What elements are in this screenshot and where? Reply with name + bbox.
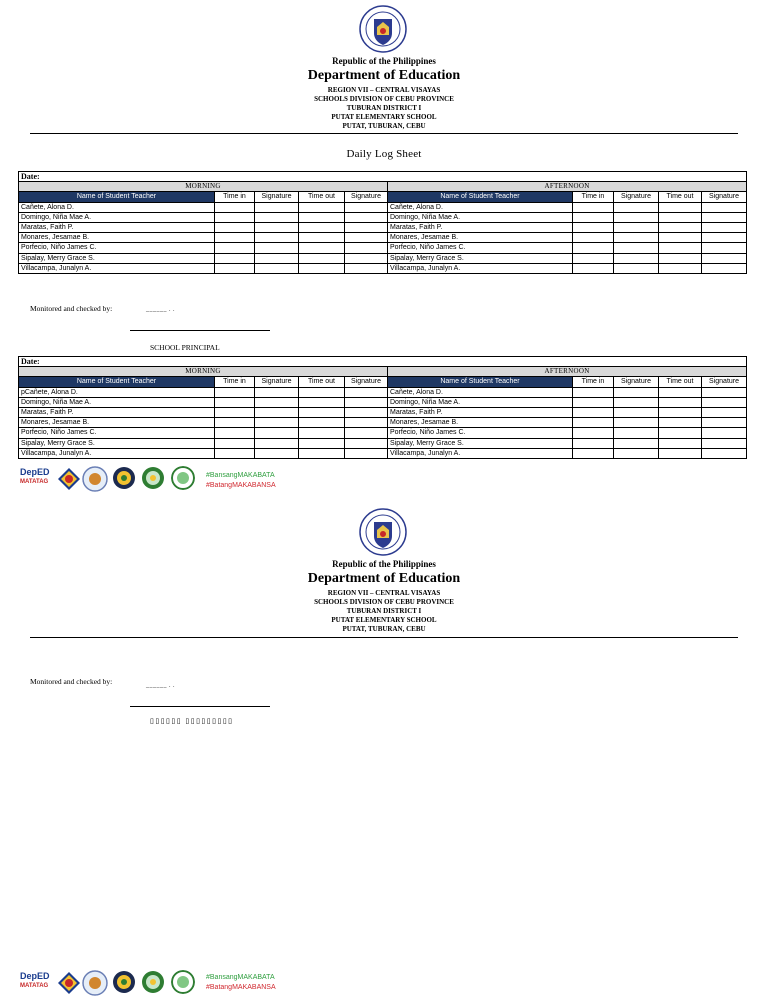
- signature-cell[interactable]: [614, 253, 659, 263]
- signature-cell[interactable]: [345, 263, 388, 273]
- signature-cell[interactable]: [345, 202, 388, 212]
- address-label: PUTAT, TUBURAN, CEBU: [342, 122, 426, 130]
- time-out-cell[interactable]: [659, 243, 702, 253]
- date-field[interactable]: Date:: [19, 172, 747, 182]
- division-label: SCHOOLS DIVISION OF CEBU PROVINCE: [314, 598, 454, 606]
- time-in-cell[interactable]: [573, 212, 614, 222]
- monitored-label: Monitored and checked by:: [30, 304, 113, 313]
- signature-cell[interactable]: [702, 263, 747, 273]
- time-in-cell[interactable]: [215, 263, 255, 273]
- time-in-cell[interactable]: [573, 202, 614, 212]
- time-out-cell[interactable]: [299, 212, 345, 222]
- school-seal-icon: [171, 466, 195, 490]
- time-out-cell[interactable]: [299, 222, 345, 232]
- department-title: Department of Education: [307, 68, 461, 83]
- time-out-cell[interactable]: [659, 212, 702, 222]
- table-row: [19, 222, 747, 232]
- signature-cell[interactable]: [345, 438, 388, 448]
- monitored-label: Monitored and checked by:: [30, 677, 113, 686]
- footer-logos: [20, 970, 290, 1000]
- col-timeout-header: Time out: [299, 377, 345, 387]
- time-in-cell[interactable]: [573, 233, 614, 243]
- student-name: Villacampa, Junalyn A.: [388, 263, 573, 273]
- student-name: Villacampa, Junalyn A.: [388, 448, 573, 458]
- page-title: Daily Log Sheet: [346, 148, 422, 160]
- student-name: Monares, Jesamae B.: [19, 418, 215, 428]
- col-signature-header: Signature: [702, 192, 747, 202]
- student-name: Domingo, Niña Mae A.: [19, 397, 215, 407]
- time-in-cell[interactable]: [573, 253, 614, 263]
- table-row: [19, 243, 747, 253]
- signature-cell[interactable]: [255, 212, 299, 222]
- table-row: [19, 448, 747, 458]
- time-in-cell[interactable]: [215, 418, 255, 428]
- deped-seal-icon: [359, 508, 407, 556]
- signature-cell[interactable]: [345, 418, 388, 428]
- time-out-cell[interactable]: [299, 243, 345, 253]
- signature-cell[interactable]: [255, 448, 299, 458]
- signatory-placeholder: ______ . .: [146, 683, 175, 689]
- time-out-cell[interactable]: [299, 438, 345, 448]
- col-timein-header: Time in: [215, 377, 255, 387]
- table-row: [19, 428, 747, 438]
- time-out-cell[interactable]: [299, 263, 345, 273]
- hashtag-makabata: #BansangMAKABATA: [206, 472, 275, 479]
- time-out-cell[interactable]: [659, 448, 702, 458]
- student-name: Maratas, Faith P.: [19, 407, 215, 417]
- signature-cell[interactable]: [255, 253, 299, 263]
- district-seal-icon: [141, 970, 165, 994]
- signature-cell[interactable]: [255, 202, 299, 212]
- signature-cell[interactable]: [345, 428, 388, 438]
- time-in-cell[interactable]: [573, 243, 614, 253]
- signature-cell[interactable]: [614, 407, 659, 417]
- signature-cell[interactable]: [345, 233, 388, 243]
- signatory-placeholder: ______ . .: [146, 307, 175, 313]
- signature-cell[interactable]: [702, 407, 747, 417]
- signature-cell[interactable]: [614, 418, 659, 428]
- time-in-cell[interactable]: [215, 202, 255, 212]
- time-out-cell[interactable]: [299, 418, 345, 428]
- table-row: [19, 407, 747, 417]
- region-seal-icon: [82, 970, 108, 996]
- time-out-cell[interactable]: [299, 387, 345, 397]
- signature-cell[interactable]: [702, 428, 747, 438]
- log-table-2: [18, 356, 747, 459]
- time-in-cell[interactable]: [573, 263, 614, 273]
- signature-cell[interactable]: [614, 448, 659, 458]
- afternoon-header: AFTERNOON: [388, 367, 747, 377]
- signature-line: [130, 330, 270, 331]
- hashtag-makabata: #BansangMAKABATA: [206, 974, 275, 981]
- signature-cell[interactable]: [702, 233, 747, 243]
- signature-cell[interactable]: [702, 418, 747, 428]
- time-out-cell[interactable]: [659, 263, 702, 273]
- student-name: pCañete, Alona D.: [19, 387, 215, 397]
- time-in-cell[interactable]: [215, 222, 255, 232]
- signature-cell[interactable]: [702, 387, 747, 397]
- signature-cell[interactable]: [702, 397, 747, 407]
- time-in-cell[interactable]: [215, 212, 255, 222]
- time-out-cell[interactable]: [659, 233, 702, 243]
- signature-cell[interactable]: [702, 448, 747, 458]
- student-name: Monares, Jesamae B.: [19, 233, 215, 243]
- time-in-cell[interactable]: [573, 438, 614, 448]
- col-signature-header: Signature: [614, 192, 659, 202]
- student-name: Monares, Jesamae B.: [388, 233, 573, 243]
- log-table-1: [18, 171, 747, 274]
- signature-line: [130, 706, 270, 707]
- student-name: Porfecio, Niño James C.: [388, 243, 573, 253]
- col-name-header: Name of Student Teacher: [388, 377, 573, 387]
- time-out-cell[interactable]: [659, 222, 702, 232]
- department-title: Department of Education: [307, 571, 461, 586]
- student-name: Porfecio, Niño James C.: [388, 428, 573, 438]
- afternoon-header: AFTERNOON: [388, 182, 747, 192]
- student-name: Sipalay, Merry Grace S.: [19, 253, 215, 263]
- principal-label: SCHOOL PRINCIPAL: [150, 343, 220, 352]
- signature-cell[interactable]: [702, 438, 747, 448]
- col-timeout-header: Time out: [659, 192, 702, 202]
- signature-cell[interactable]: [345, 407, 388, 417]
- table-row: [19, 438, 747, 448]
- signature-cell[interactable]: [345, 222, 388, 232]
- table-row: [19, 397, 747, 407]
- col-signature-header: Signature: [255, 192, 299, 202]
- student-name: Cañete, Alona D.: [19, 202, 215, 212]
- bagong-pilipinas-icon: [56, 970, 82, 996]
- table-row: [19, 263, 747, 273]
- signature-cell[interactable]: [345, 397, 388, 407]
- time-in-cell[interactable]: [215, 438, 255, 448]
- col-name-header: Name of Student Teacher: [19, 377, 215, 387]
- school-label: PUTAT ELEMENTARY SCHOOL: [331, 113, 437, 121]
- student-name: Cañete, Alona D.: [388, 202, 573, 212]
- signature-cell[interactable]: [614, 222, 659, 232]
- school-label: PUTAT ELEMENTARY SCHOOL: [331, 616, 437, 624]
- student-name: Sipalay, Merry Grace S.: [19, 438, 215, 448]
- signature-cell[interactable]: [702, 212, 747, 222]
- division-seal-icon: [112, 466, 136, 490]
- time-in-cell[interactable]: [573, 397, 614, 407]
- student-name: Porfecio, Niño James C.: [19, 428, 215, 438]
- date-field[interactable]: Date:: [19, 357, 747, 367]
- district-seal-icon: [141, 466, 165, 490]
- student-name: Villacampa, Junalyn A.: [19, 448, 215, 458]
- region-seal-icon: [82, 466, 108, 492]
- time-in-cell[interactable]: [573, 418, 614, 428]
- division-seal-icon: [112, 970, 136, 994]
- time-in-cell[interactable]: [215, 233, 255, 243]
- division-label: SCHOOLS DIVISION OF CEBU PROVINCE: [314, 95, 454, 103]
- time-in-cell[interactable]: [215, 448, 255, 458]
- student-name: Cañete, Alona D.: [388, 387, 573, 397]
- time-out-cell[interactable]: [299, 397, 345, 407]
- signature-cell[interactable]: [614, 397, 659, 407]
- table-row: [19, 212, 747, 222]
- address-label: PUTAT, TUBURAN, CEBU: [342, 625, 426, 633]
- signature-cell[interactable]: [345, 243, 388, 253]
- signature-cell[interactable]: [614, 387, 659, 397]
- signature-cell[interactable]: [255, 243, 299, 253]
- time-out-cell[interactable]: [299, 448, 345, 458]
- time-in-cell[interactable]: [573, 448, 614, 458]
- student-name: Domingo, Niña Mae A.: [19, 212, 215, 222]
- signature-cell[interactable]: [345, 448, 388, 458]
- student-name: Domingo, Niña Mae A.: [388, 212, 573, 222]
- col-signature-header: Signature: [345, 377, 388, 387]
- signature-cell[interactable]: [255, 407, 299, 417]
- hashtag-makabansa: #BatangMAKABANSA: [206, 482, 276, 489]
- student-name: Monares, Jesamae B.: [388, 418, 573, 428]
- morning-header: MORNING: [19, 182, 388, 192]
- signature-cell[interactable]: [255, 438, 299, 448]
- time-in-cell[interactable]: [215, 428, 255, 438]
- table-row: [19, 387, 747, 397]
- signature-cell[interactable]: [255, 428, 299, 438]
- student-name: Villacampa, Junalyn A.: [19, 263, 215, 273]
- bagong-pilipinas-icon: [56, 466, 82, 492]
- signature-cell[interactable]: [614, 428, 659, 438]
- signature-cell[interactable]: [255, 418, 299, 428]
- student-name: Maratas, Faith P.: [388, 222, 573, 232]
- time-in-cell[interactable]: [573, 387, 614, 397]
- time-out-cell[interactable]: [299, 407, 345, 417]
- region-label: REGION VII – CENTRAL VISAYAS: [327, 589, 441, 597]
- deped-matatag-logo: DepED MATATAG: [20, 970, 54, 994]
- header-divider: [30, 637, 738, 638]
- time-out-cell[interactable]: [659, 438, 702, 448]
- student-name: Maratas, Faith P.: [19, 222, 215, 232]
- signature-cell[interactable]: [255, 397, 299, 407]
- signature-cell[interactable]: [345, 387, 388, 397]
- col-timeout-header: Time out: [299, 192, 345, 202]
- republic-label: Republic of the Philippines: [332, 559, 436, 569]
- signature-cell[interactable]: [255, 387, 299, 397]
- time-out-cell[interactable]: [659, 418, 702, 428]
- student-name: Maratas, Faith P.: [388, 407, 573, 417]
- school-seal-icon: [171, 970, 195, 994]
- col-timein-header: Time in: [573, 192, 614, 202]
- signature-cell[interactable]: [614, 243, 659, 253]
- time-out-cell[interactable]: [299, 428, 345, 438]
- district-label: TUBURAN DISTRICT I: [346, 607, 422, 615]
- signature-cell[interactable]: [614, 263, 659, 273]
- col-timein-header: Time in: [215, 192, 255, 202]
- footer-logos: [20, 466, 290, 496]
- time-out-cell[interactable]: [659, 428, 702, 438]
- time-in-cell[interactable]: [573, 222, 614, 232]
- col-name-header: Name of Student Teacher: [19, 192, 215, 202]
- time-in-cell[interactable]: [215, 397, 255, 407]
- time-out-cell[interactable]: [299, 233, 345, 243]
- signature-cell[interactable]: [345, 212, 388, 222]
- time-out-cell[interactable]: [299, 253, 345, 263]
- morning-header: MORNING: [19, 367, 388, 377]
- principal-label-garbled: ▯▯▯▯▯▯ ▯▯▯▯▯▯▯▯▯: [150, 717, 234, 725]
- col-signature-header: Signature: [255, 377, 299, 387]
- time-out-cell[interactable]: [299, 202, 345, 212]
- time-out-cell[interactable]: [659, 202, 702, 212]
- col-timeout-header: Time out: [659, 377, 702, 387]
- district-label: TUBURAN DISTRICT I: [346, 104, 422, 112]
- signature-cell[interactable]: [255, 222, 299, 232]
- table-row: [19, 233, 747, 243]
- time-in-cell[interactable]: [215, 387, 255, 397]
- signature-cell[interactable]: [614, 233, 659, 243]
- signature-cell[interactable]: [702, 202, 747, 212]
- table-row: [19, 202, 747, 212]
- student-name: Sipalay, Merry Grace S.: [388, 438, 573, 448]
- signature-cell[interactable]: [702, 243, 747, 253]
- student-name: Domingo, Niña Mae A.: [388, 397, 573, 407]
- region-label: REGION VII – CENTRAL VISAYAS: [327, 86, 441, 94]
- signature-cell[interactable]: [255, 233, 299, 243]
- time-in-cell[interactable]: [215, 243, 255, 253]
- time-out-cell[interactable]: [659, 387, 702, 397]
- signature-cell[interactable]: [702, 253, 747, 263]
- col-name-header: Name of Student Teacher: [388, 192, 573, 202]
- time-in-cell[interactable]: [215, 407, 255, 417]
- time-out-cell[interactable]: [659, 407, 702, 417]
- deped-seal-icon: [359, 5, 407, 53]
- col-signature-header: Signature: [345, 192, 388, 202]
- student-name: Porfecio, Niño James C.: [19, 243, 215, 253]
- header-divider: [30, 133, 738, 134]
- republic-label: Republic of the Philippines: [332, 56, 436, 66]
- col-timein-header: Time in: [573, 377, 614, 387]
- signature-cell[interactable]: [614, 438, 659, 448]
- col-signature-header: Signature: [614, 377, 659, 387]
- table-row: [19, 418, 747, 428]
- signature-cell[interactable]: [255, 263, 299, 273]
- time-in-cell[interactable]: [215, 253, 255, 263]
- hashtag-makabansa: #BatangMAKABANSA: [206, 984, 276, 991]
- signature-cell[interactable]: [614, 212, 659, 222]
- deped-matatag-logo: DepED MATATAG: [20, 466, 54, 490]
- col-signature-header: Signature: [702, 377, 747, 387]
- time-in-cell[interactable]: [573, 428, 614, 438]
- time-out-cell[interactable]: [659, 253, 702, 263]
- student-name: Sipalay, Merry Grace S.: [388, 253, 573, 263]
- signature-cell[interactable]: [345, 253, 388, 263]
- signature-cell[interactable]: [702, 222, 747, 232]
- signature-cell[interactable]: [614, 202, 659, 212]
- time-out-cell[interactable]: [659, 397, 702, 407]
- table-row: [19, 253, 747, 263]
- time-in-cell[interactable]: [573, 407, 614, 417]
